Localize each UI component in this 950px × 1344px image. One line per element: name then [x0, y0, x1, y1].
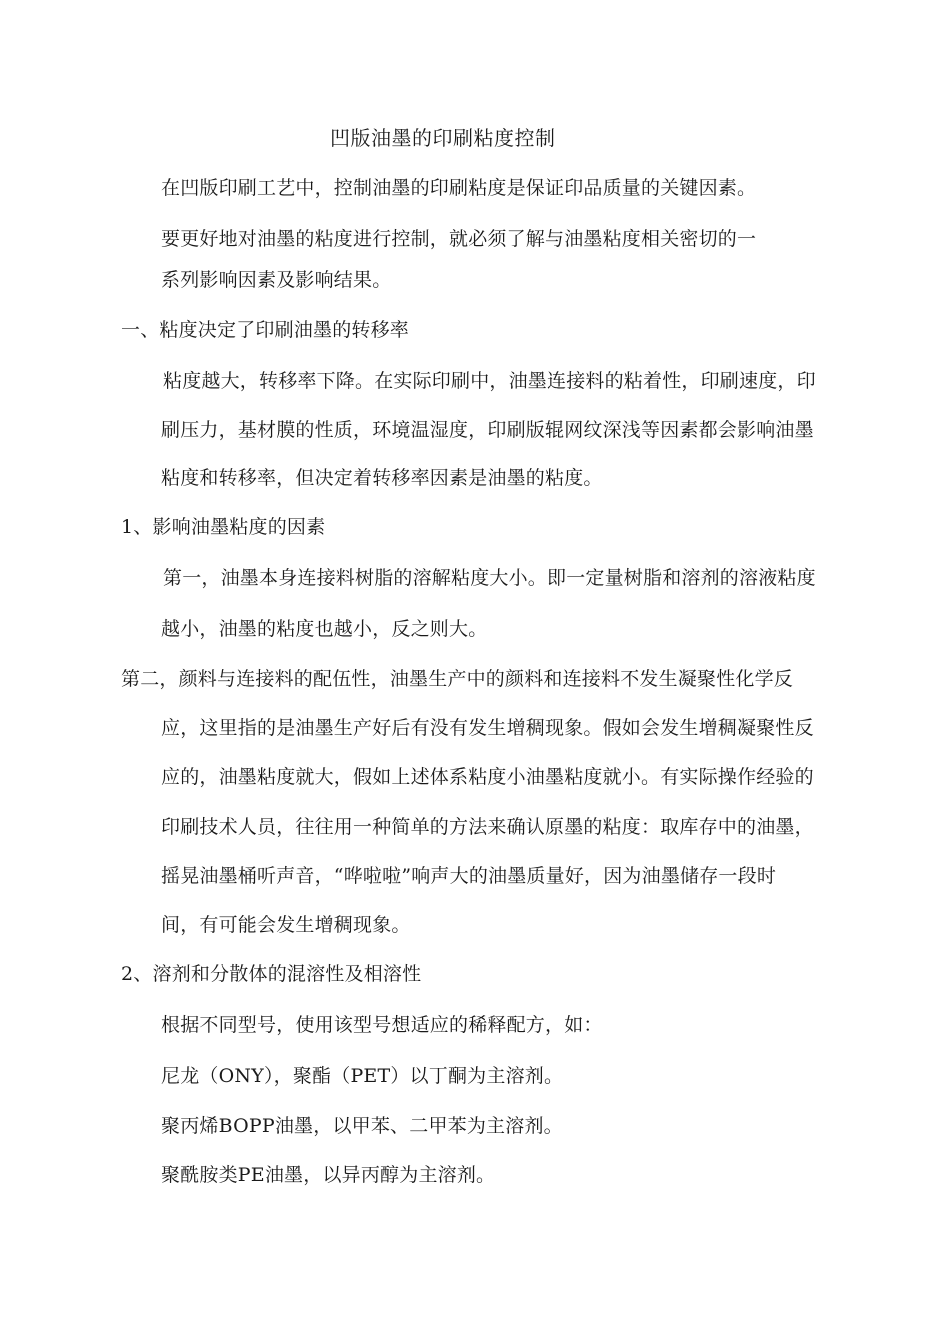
factor-first-line-2: 越小，油墨的粘度也越小，反之则大。: [161, 618, 488, 640]
solvent-item-pe: 聚酰胺类PE油墨，以异丙醇为主溶剂。: [161, 1164, 496, 1186]
subsection-1-heading: 1、影响油墨粘度的因素: [121, 516, 326, 538]
subsection-2-heading: 2、溶剂和分散体的混溶性及相溶性: [121, 963, 422, 985]
intro-line-1: 在凹版印刷工艺中，控制油墨的印刷粘度是保证印品质量的关键因素。: [161, 177, 757, 199]
solvent-intro: 根据不同型号，使用该型号想适应的稀释配方，如：: [161, 1014, 603, 1036]
section-1-para-line-2: 刷压力，基材膜的性质，环境温湿度，印刷版辊网纹深浅等因素都会影响油墨: [161, 419, 814, 441]
factor-second-line-5: 摇晃油墨桶听声音，“哗啦啦”响声大的油墨质量好，因为油墨储存一段时: [161, 865, 777, 887]
page-title: 凹版油墨的印刷粘度控制: [330, 126, 556, 150]
factor-first-line-1: 第一，油墨本身连接料树脂的溶解粘度大小。即一定量树脂和溶剂的溶液粘度: [163, 567, 816, 589]
section-1-para-line-1: 粘度越大，转移率下降。在实际印刷中，油墨连接料的粘着性，印刷速度，印: [163, 370, 816, 392]
section-1-heading: 一、粘度决定了印刷油墨的转移率: [121, 319, 410, 341]
factor-second-line-1: 第二，颜料与连接料的配伍性，油墨生产中的颜料和连接料不发生凝聚性化学反: [121, 668, 794, 690]
solvent-item-bopp: 聚丙烯BOPP油墨，以甲苯、二甲苯为主溶剂。: [161, 1115, 563, 1137]
intro-line-3: 系列影响因素及影响结果。: [161, 269, 392, 291]
intro-line-2: 要更好地对油墨的粘度进行控制，就必须了解与油墨粘度相关密切的一: [161, 228, 757, 250]
solvent-item-ony-pet: 尼龙（ONY），聚酯（PET）以丁酮为主溶剂。: [161, 1065, 564, 1087]
factor-second-line-4: 印刷技术人员，往往用一种简单的方法来确认原墨的粘度：取库存中的油墨，: [161, 816, 814, 838]
factor-second-line-6: 间，有可能会发生增稠现象。: [161, 914, 411, 936]
section-1-para-line-3: 粘度和转移率，但决定着转移率因素是油墨的粘度。: [161, 467, 603, 489]
factor-second-line-3: 应的，油墨粘度就大，假如上述体系粘度小油墨粘度就小。有实际操作经验的: [161, 766, 814, 788]
factor-second-line-2: 应，这里指的是油墨生产好后有没有发生增稠现象。假如会发生增稠凝聚性反: [161, 717, 814, 739]
